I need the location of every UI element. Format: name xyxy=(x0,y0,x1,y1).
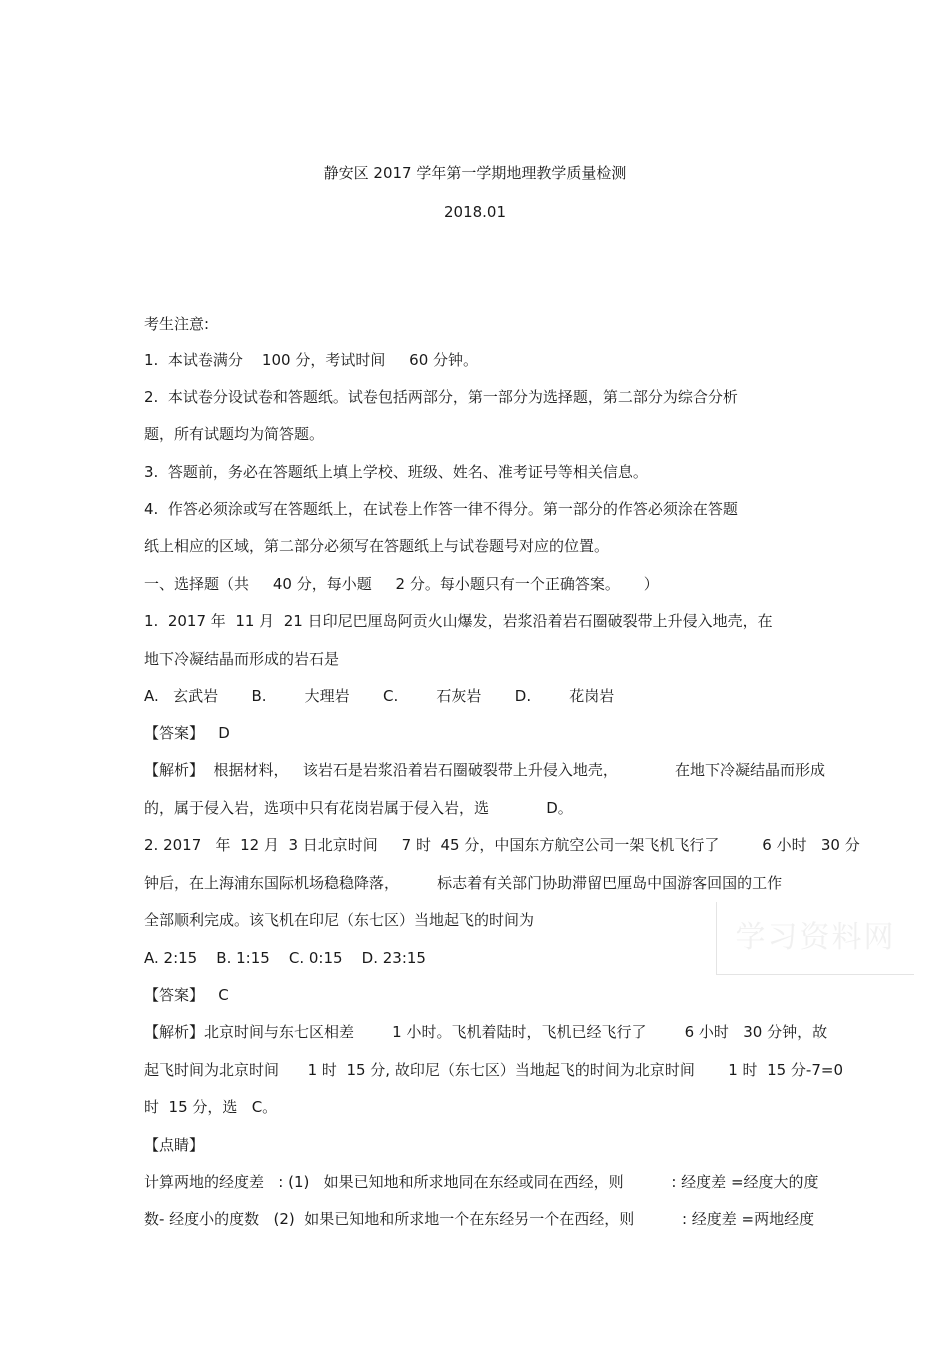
exam-date: 2018.01 xyxy=(443,203,507,221)
question-stem: 全部顺利完成。该飞机在印尼（东七区）当地起飞的时间为 xyxy=(144,911,535,929)
notice-item: 1. 本试卷满分 100 分，考试时间 60 分钟。 xyxy=(144,351,479,369)
tip-line: 数- 经度小的度数 (2) 如果已知地和所求地一个在东经另一个在西经，则 : 经度差 =两地经度 xyxy=(144,1210,815,1228)
notice-item: 3. 答题前，务必在答题纸上填上学校、班级、姓名、准考证号等相关信息。 xyxy=(144,463,648,481)
analysis-line: 【解析】北京时间与东七区相差 1 小时。飞机着陆时，飞机已经飞行了 6 小时 30 分钟，故 xyxy=(144,1023,828,1041)
watermark: 学习资料网 xyxy=(716,902,914,975)
question-stem: 地下冷凝结晶而形成的岩石是 xyxy=(144,650,340,668)
section-heading: 一、选择题（共 40 分，每小题 2 分。每小题只有一个正确答案。 ） xyxy=(144,575,659,593)
notice-item: 2. 本试卷分设试卷和答题纸。试卷包括两部分，第一部分为选择题，第二部分为综合分析 xyxy=(144,388,738,406)
answer-line: 【答案】 D xyxy=(144,724,230,742)
question-stem: 2. 2017 年 12 月 3 日北京时间 7 时 45 分，中国东方航空公司一架飞机飞行了 6 小时 30 分 xyxy=(144,836,860,854)
notice-heading: 考生注意: xyxy=(144,315,210,333)
tip-heading: 【点睛】 xyxy=(144,1136,205,1154)
analysis-line: 时 15 分，选 C。 xyxy=(144,1098,278,1116)
question-stem: 1. 2017 年 11 月 21 日印尼巴厘岛阿贡火山爆发，岩浆沿着岩石圈破裂带上升侵入地壳，在 xyxy=(144,612,773,630)
question-options: A. 玄武岩 B. 大理岩 C. 石灰岩 D. 花岗岩 xyxy=(144,687,615,705)
question-stem: 钟后，在上海浦东国际机场稳稳降落， 标志着有关部门协助滞留巴厘岛中国游客回国的工作 xyxy=(144,874,783,892)
tip-line: 计算两地的经度差 : (1) 如果已知地和所求地同在东经或同在西经，则 : 经度差 =经度大的度 xyxy=(144,1173,819,1191)
analysis-line: 的，属于侵入岩，选项中只有花岗岩属于侵入岩，选 D。 xyxy=(144,799,573,817)
answer-line: 【答案】 C xyxy=(144,986,229,1004)
exam-title: 静安区 2017 学年第一学期地理教学质量检测 xyxy=(323,164,627,182)
notice-item: 纸上相应的区域，第二部分必须写在答题纸上与试卷题号对应的位置。 xyxy=(144,537,610,555)
analysis-line: 【解析】 根据材料， 该岩石是岩浆沿着岩石圈破裂带上升侵入地壳， 在地下冷凝结晶而形成 xyxy=(144,761,826,779)
analysis-line: 起飞时间为北京时间 1 时 15 分, 故印尼（东七区）当地起飞的时间为北京时间 1 时 15 分-7=0 xyxy=(144,1061,843,1079)
notice-item: 4. 作答必须涂或写在答题纸上，在试卷上作答一律不得分。第一部分的作答必须涂在答题 xyxy=(144,500,738,518)
notice-item: 题，所有试题均为简答题。 xyxy=(144,425,325,443)
question-options: A. 2:15 B. 1:15 C. 0:15 D. 23:15 xyxy=(144,949,426,967)
